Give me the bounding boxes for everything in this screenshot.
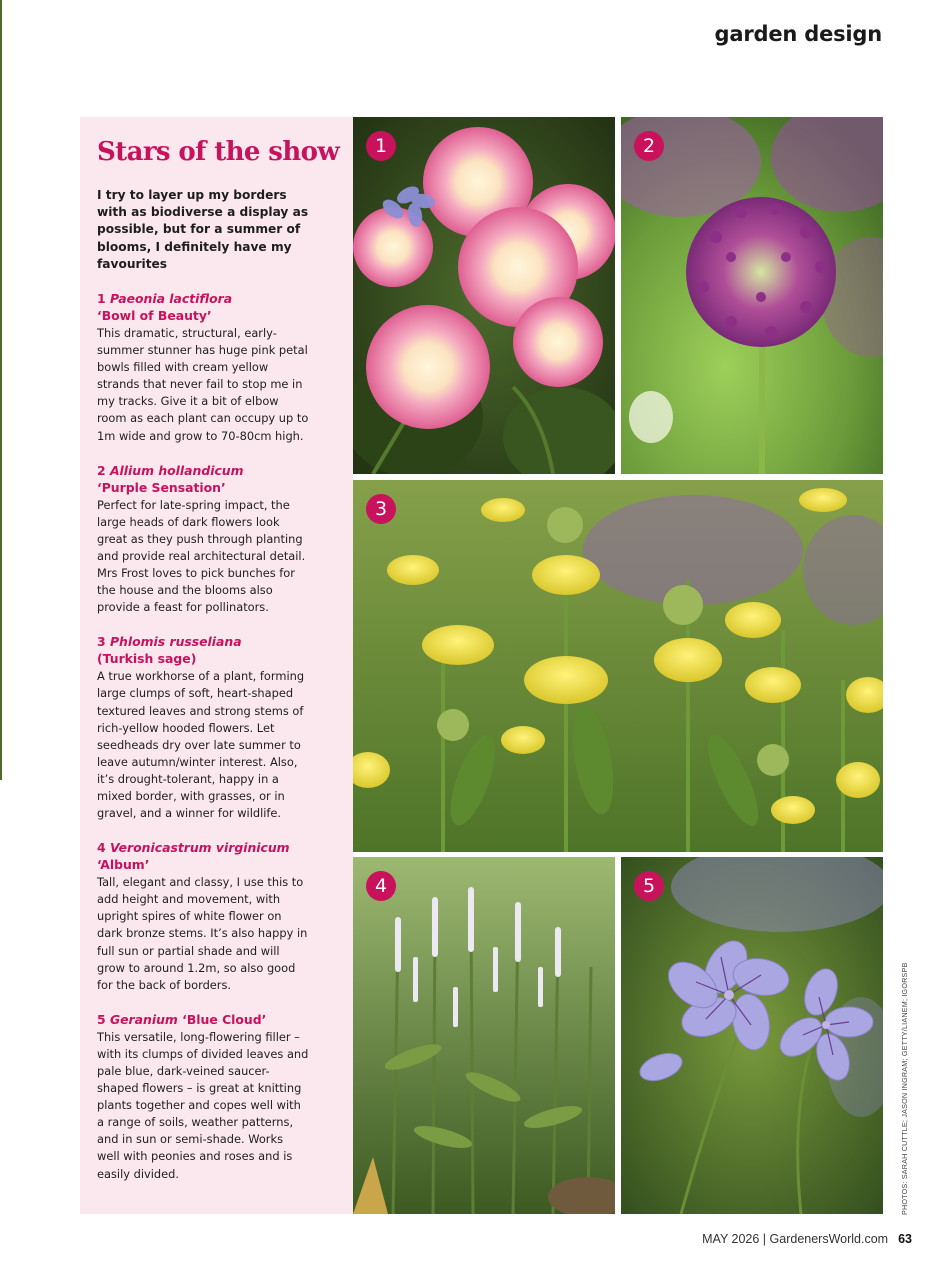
feature-intro: I try to layer up my borders with as biodiverse a display as possible, but for a summer of blooms, I definitely have my favourites (97, 188, 309, 271)
photo-veronicastrum (353, 857, 615, 1214)
plant-entry (97, 290, 309, 445)
plant-heading: 5 Geranium ‘Blue Cloud’ (97, 1011, 267, 1027)
photo-number-badge: 2 (634, 131, 664, 161)
plant-description: Tall, elegant and classy, I use this to add height and movement, with upright spires of white flower on dark bronze stems. It’s also happy in full sun or partial shade and will grow to around 1.2m, so also good for the back of borders. (97, 875, 308, 992)
photo-credit: PHOTOS: SARAH CUTTLE; JASON INGRAM; GETTY/LIANEM; IGORSPB (900, 962, 909, 1215)
photo-number-badge: 5 (634, 871, 664, 901)
plant-description: This dramatic, structural, early-summer stunner has huge pink petal bowls filled with cream yellow strands that never fail to stop me in my tracks. Give it a bit of elbow room as each plant can occupy up to 1m wide and grow to 70-80cm high. (97, 326, 309, 443)
section-label: garden design (714, 22, 882, 46)
photo-allium (621, 117, 883, 474)
page-number: 63 (898, 1232, 912, 1246)
photo-number-badge: 1 (366, 131, 396, 161)
photo-peony (353, 117, 615, 474)
plant-heading: 1 Paeonia lactiflora ‘Bowl of Beauty’ (97, 291, 233, 324)
plant-entry (97, 839, 309, 994)
plant-heading: 3 Phlomis russeliana (Turkish sage) (97, 634, 242, 667)
plant-heading: 4 Veronicastrum virginicum ‘Album’ (97, 840, 290, 873)
page-footer (702, 1232, 912, 1246)
plant-description: A true workhorse of a plant, forming large clumps of soft, heart-shaped textured leaves and strong stems of rich-yellow hooded flowers. Let seedheads dry over late summer to leave autumn/winter interest. Also, it’s drought-tolerant, happy in a mixed border, with grasses, or in gravel, and a winner for wildlife. (97, 669, 305, 821)
page-edge-line (0, 0, 2, 780)
photo-number-badge: 4 (366, 871, 396, 901)
photo-number-badge: 3 (366, 494, 396, 524)
plant-entry (97, 1011, 309, 1183)
issue-info: MAY 2026 | GardenersWorld.com (702, 1232, 889, 1246)
plant-description: Perfect for late-spring impact, the large heads of dark flowers look great as they push through planting and provide real architectural detail. Mrs Frost loves to pick bunches for the house and the blooms also provide a feast for pollinators. (97, 497, 306, 615)
photo-geranium (621, 857, 883, 1214)
plant-entry (97, 633, 309, 822)
plant-description: This versatile, long-flowering filler – with its clumps of divided leaves and pale blue, dark-veined saucer-shaped flowers – is great at knitting plants together and copes well with a range of soils, weather patterns, and in sun or semi-shade. Works well with peonies and roses and is easily divided. (97, 1029, 309, 1181)
photo-phlomis (353, 480, 883, 852)
plant-heading: 2 Allium hollandicum ‘Purple Sensation’ (97, 462, 244, 495)
plant-entry (97, 462, 309, 617)
feature-title: Stars of the show (97, 137, 340, 167)
feature-panel (80, 117, 353, 1214)
